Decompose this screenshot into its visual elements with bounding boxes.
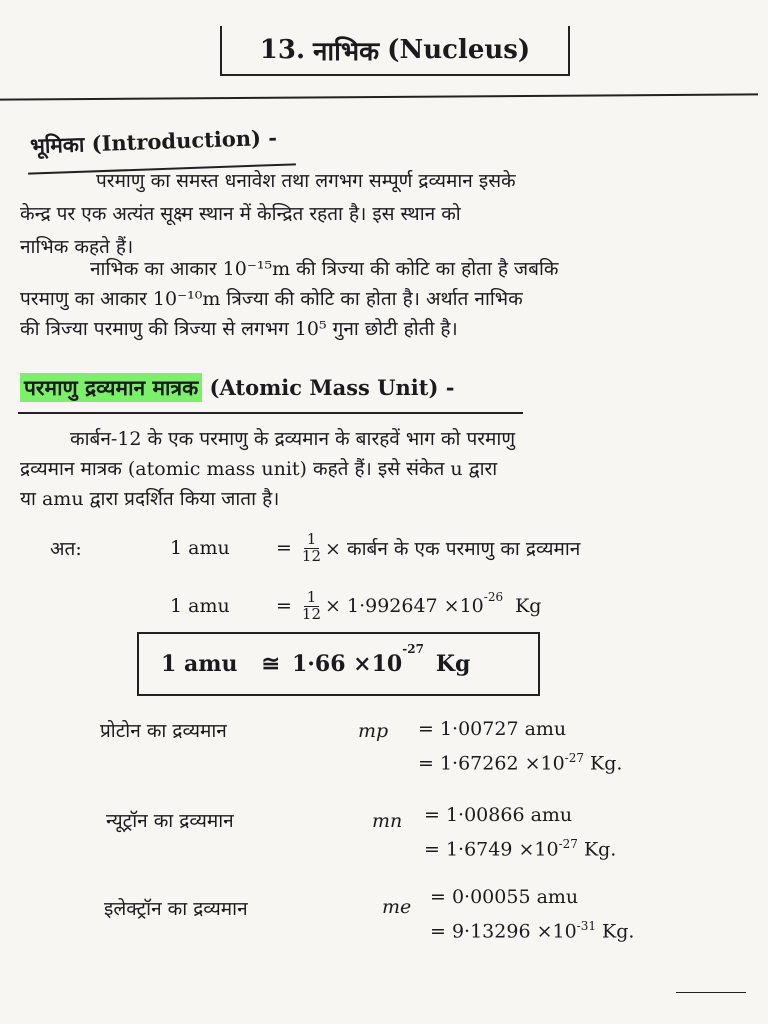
equation-2 bbox=[170, 590, 541, 623]
proton-amu: = 1·00727 amu bbox=[418, 718, 567, 740]
eq2-lhs: 1 amu bbox=[170, 595, 230, 618]
proton-kg-base: = 1·67262 ×10 bbox=[418, 752, 565, 775]
introduction-heading: भूमिका (Introduction) - bbox=[29, 124, 278, 159]
eq2-rhs-unit: Kg bbox=[515, 595, 542, 618]
chapter-number: 13. bbox=[259, 35, 305, 65]
proton-symbol: mp bbox=[358, 720, 389, 742]
amu-underline bbox=[18, 412, 523, 414]
boxed-amu-result bbox=[137, 632, 540, 696]
eq2-frac-num: 1 bbox=[304, 590, 320, 607]
amu-heading bbox=[20, 374, 454, 402]
amu-line-3: या amu द्वारा प्रदर्शित किया जाता है। bbox=[20, 488, 280, 510]
chapter-title-box bbox=[220, 26, 570, 76]
eq1-frac-den: 12 bbox=[301, 546, 322, 565]
intro-line-4: नाभिक का आकार 10⁻¹⁵m की त्रिज्या की कोटि का होता है जबकि bbox=[90, 258, 559, 280]
boxed-exp: -27 bbox=[402, 642, 424, 656]
eq2-op: = bbox=[276, 595, 292, 618]
electron-amu: = 0·00055 amu bbox=[430, 886, 579, 908]
chapter-title-english: (Nucleus) bbox=[387, 35, 531, 65]
electron-kg-base: = 9·13296 ×10 bbox=[430, 920, 577, 943]
boxed-base: 1·66 ×10 bbox=[291, 651, 403, 677]
amu-line-1: कार्बन-12 के एक परमाणु के द्रव्यमान के बारहवें भाग को परमाणु bbox=[70, 428, 516, 450]
eq2-frac-den: 12 bbox=[301, 604, 322, 623]
intro-line-5: परमाणु का आकार 10⁻¹⁰m त्रिज्या की कोटि का होता है। अर्थात नाभिक bbox=[20, 288, 523, 310]
boxed-unit: Kg bbox=[435, 651, 471, 677]
equation-1 bbox=[50, 532, 580, 565]
neutron-label: न्यूट्रॉन का द्रव्यमान bbox=[106, 810, 234, 832]
proton-kg bbox=[418, 752, 622, 773]
proton-kg-exp: -27 bbox=[564, 751, 584, 765]
electron-kg bbox=[430, 920, 634, 941]
eq1-frac-num: 1 bbox=[304, 532, 320, 549]
eq2-rhs-base: × 1·992647 ×10 bbox=[325, 595, 484, 618]
amu-heading-highlight: परमाणु द्रव्यमान मात्रक bbox=[20, 373, 202, 402]
intro-line-6: की त्रिज्या परमाणु की त्रिज्या से लगभग 10⁵ गुना छोटी होती है। bbox=[20, 318, 458, 340]
neutron-kg bbox=[424, 838, 616, 859]
boxed-lhs: 1 amu bbox=[161, 651, 238, 677]
electron-label: इलेक्ट्रॉन का द्रव्यमान bbox=[104, 898, 248, 920]
eq2-rhs-exp: -26 bbox=[483, 590, 504, 604]
chapter-title-hindi: नाभिक bbox=[313, 37, 380, 67]
proton-label: प्रोटोन का द्रव्यमान bbox=[100, 720, 227, 742]
eq2-fraction bbox=[302, 590, 321, 623]
bottom-stroke bbox=[676, 992, 746, 993]
header-divider bbox=[0, 93, 758, 100]
eq1-rhs: × कार्बन के एक परमाणु का द्रव्यमान bbox=[325, 538, 581, 561]
electron-kg-unit: Kg. bbox=[602, 920, 635, 943]
eq1-op: = bbox=[276, 537, 292, 560]
neutron-kg-base: = 1·6749 ×10 bbox=[424, 838, 559, 861]
intro-line-2: केन्द्र पर एक अत्यंत सूक्ष्म स्थान में केन्द्रित रहता है। इस स्थान को bbox=[20, 203, 461, 225]
intro-line-1: परमाणु का समस्त धनावेश तथा लगभग सम्पूर्ण द्रव्यमान इसके bbox=[96, 170, 516, 192]
amu-heading-english: (Atomic Mass Unit) - bbox=[209, 375, 455, 400]
proton-kg-unit: Kg. bbox=[590, 752, 623, 775]
amu-line-2: द्रव्यमान मात्रक (atomic mass unit) कहते हैं। इसे संकेत u द्वारा bbox=[20, 458, 498, 480]
eq1-fraction bbox=[302, 532, 321, 565]
eq1-lhs: 1 amu bbox=[170, 537, 230, 560]
neutron-amu: = 1·00866 amu bbox=[424, 804, 573, 826]
neutron-kg-exp: -27 bbox=[558, 837, 578, 851]
intro-line-3: नाभिक कहते हैं। bbox=[20, 236, 134, 258]
neutron-kg-unit: Kg. bbox=[583, 838, 617, 861]
boxed-op: ≅ bbox=[261, 651, 280, 677]
eq1-prefix: अत: bbox=[50, 538, 82, 561]
electron-symbol: me bbox=[382, 896, 412, 918]
electron-kg-exp: -31 bbox=[576, 919, 596, 933]
neutron-symbol: mn bbox=[372, 810, 403, 832]
